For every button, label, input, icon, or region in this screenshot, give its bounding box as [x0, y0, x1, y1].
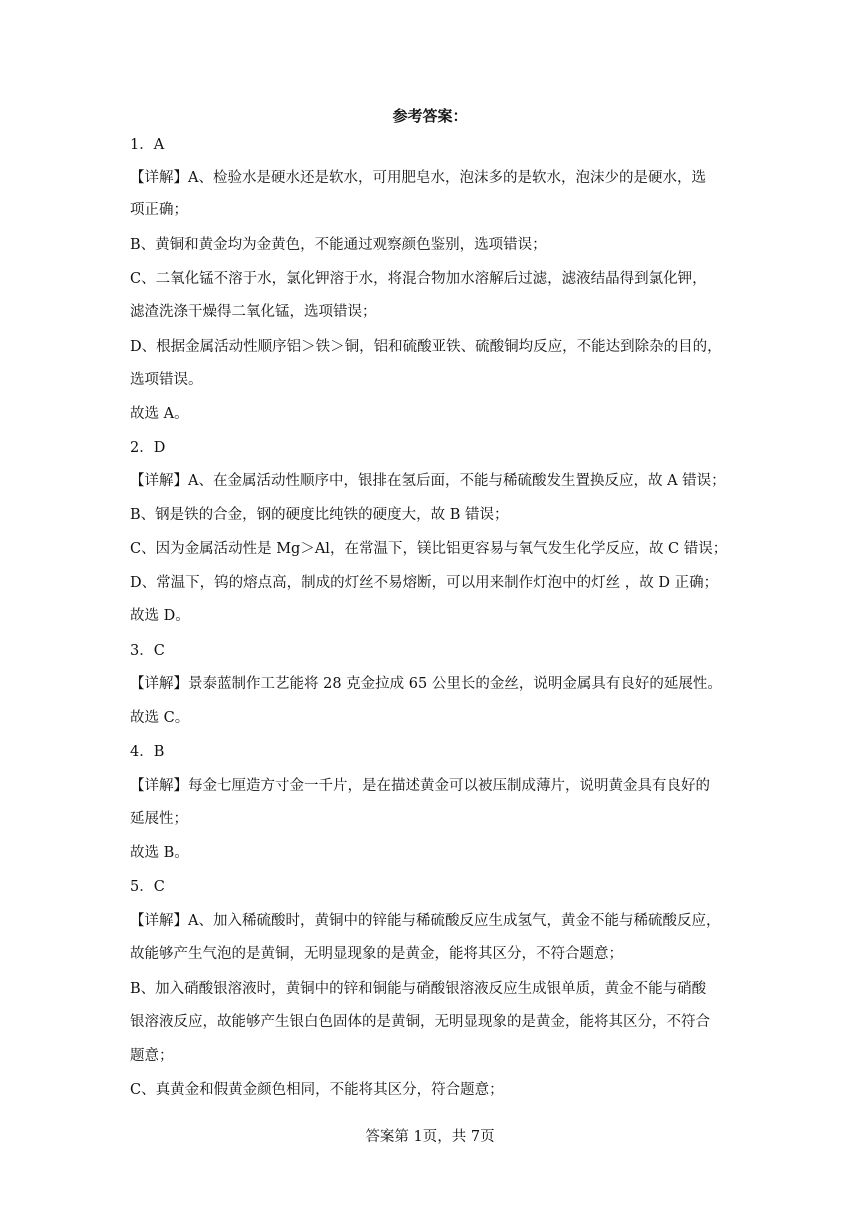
explanation-line: C、因为金属活动性是 Mg＞Al，在常温下，镁比铝更容易与氧气发生化学反应，故 C 错误； — [130, 541, 728, 557]
explanation-line: 【详解】A、检验水是硬水还是软水，可用肥皂水，泡沫多的是软水，泡沫少的是硬水，选 — [130, 170, 706, 186]
page-title: 参考答案： — [392, 107, 468, 125]
answer-number-4: 4．B — [130, 744, 165, 760]
explanation-line: 【详解】A、在金属活动性顺序中，银排在氢后面，不能与稀硫酸发生置换反应，故 A 错误； — [130, 473, 726, 489]
explanation-line: 滤渣洗涤干燥得二氧化锰，选项错误； — [130, 304, 377, 320]
answer-number-2: 2．D — [130, 440, 166, 456]
explanation-line: 选项错误。 — [130, 372, 203, 388]
explanation-line: B、钢是铁的合金，钢的硬度比纯铁的硬度大，故 B 错误； — [130, 507, 509, 523]
answer-number-5: 5．C — [130, 879, 165, 895]
conclusion-line: 故选 A。 — [130, 406, 189, 422]
explanation-line: B、黄铜和黄金均为金黄色，不能通过观察颜色鉴别，选项错误； — [130, 237, 547, 253]
page-footer: 答案第 1页，共 7页 — [365, 1129, 495, 1145]
explanation-line: 银溶液反应，故能够产生银白色固体的是黄铜，无明显现象的是黄金，能将其区分，不符合 — [130, 1014, 710, 1030]
conclusion-line: 故选 C。 — [130, 710, 190, 726]
conclusion-line: 故选 D。 — [130, 608, 190, 624]
explanation-line: 【详解】A、加入稀硫酸时，黄铜中的锌能与稀硫酸反应生成氢气，黄金不能与稀硫酸反应， — [130, 913, 721, 929]
explanation-line: C、二氧化锰不溶于水，氯化钾溶于水，将混合物加水溶解后过滤，滤液结晶得到氯化钾， — [130, 271, 707, 287]
answer-number-1: 1．A — [130, 137, 165, 153]
answer-number-3: 3．C — [130, 643, 165, 659]
explanation-line: C、真黄金和假黄金颜色相同，不能将其区分，符合题意； — [130, 1082, 504, 1098]
conclusion-line: 故选 B。 — [130, 845, 189, 861]
explanation-line: 项正确； — [130, 202, 188, 218]
explanation-line: 【详解】景泰蓝制作工艺能将 28 克金拉成 65 公里长的金丝，说明金属具有良好的延展性。 — [130, 676, 722, 692]
explanation-line: D、常温下，钨的熔点高，制成的灯丝不易熔断，可以用来制作灯泡中的灯丝 ，故 D 正确； — [130, 575, 719, 591]
explanation-line: 题意； — [130, 1048, 174, 1064]
explanation-line: B、加入硝酸银溶液时，黄铜中的锌和铜能与硝酸银溶液反应生成银单质，黄金不能与硝酸 — [130, 981, 707, 997]
explanation-line: 故能够产生气泡的是黄铜，无明显现象的是黄金，能将其区分，不符合题意； — [130, 946, 623, 962]
explanation-line: 【详解】每金七厘造方寸金一千片，是在描述黄金可以被压制成薄片，说明黄金具有良好的 — [130, 778, 710, 794]
explanation-line: 延展性； — [130, 811, 188, 827]
explanation-line: D、根据金属活动性顺序铝＞铁＞铜，铝和硫酸亚铁、硫酸铜均反应，不能达到除杂的目的， — [130, 339, 722, 355]
